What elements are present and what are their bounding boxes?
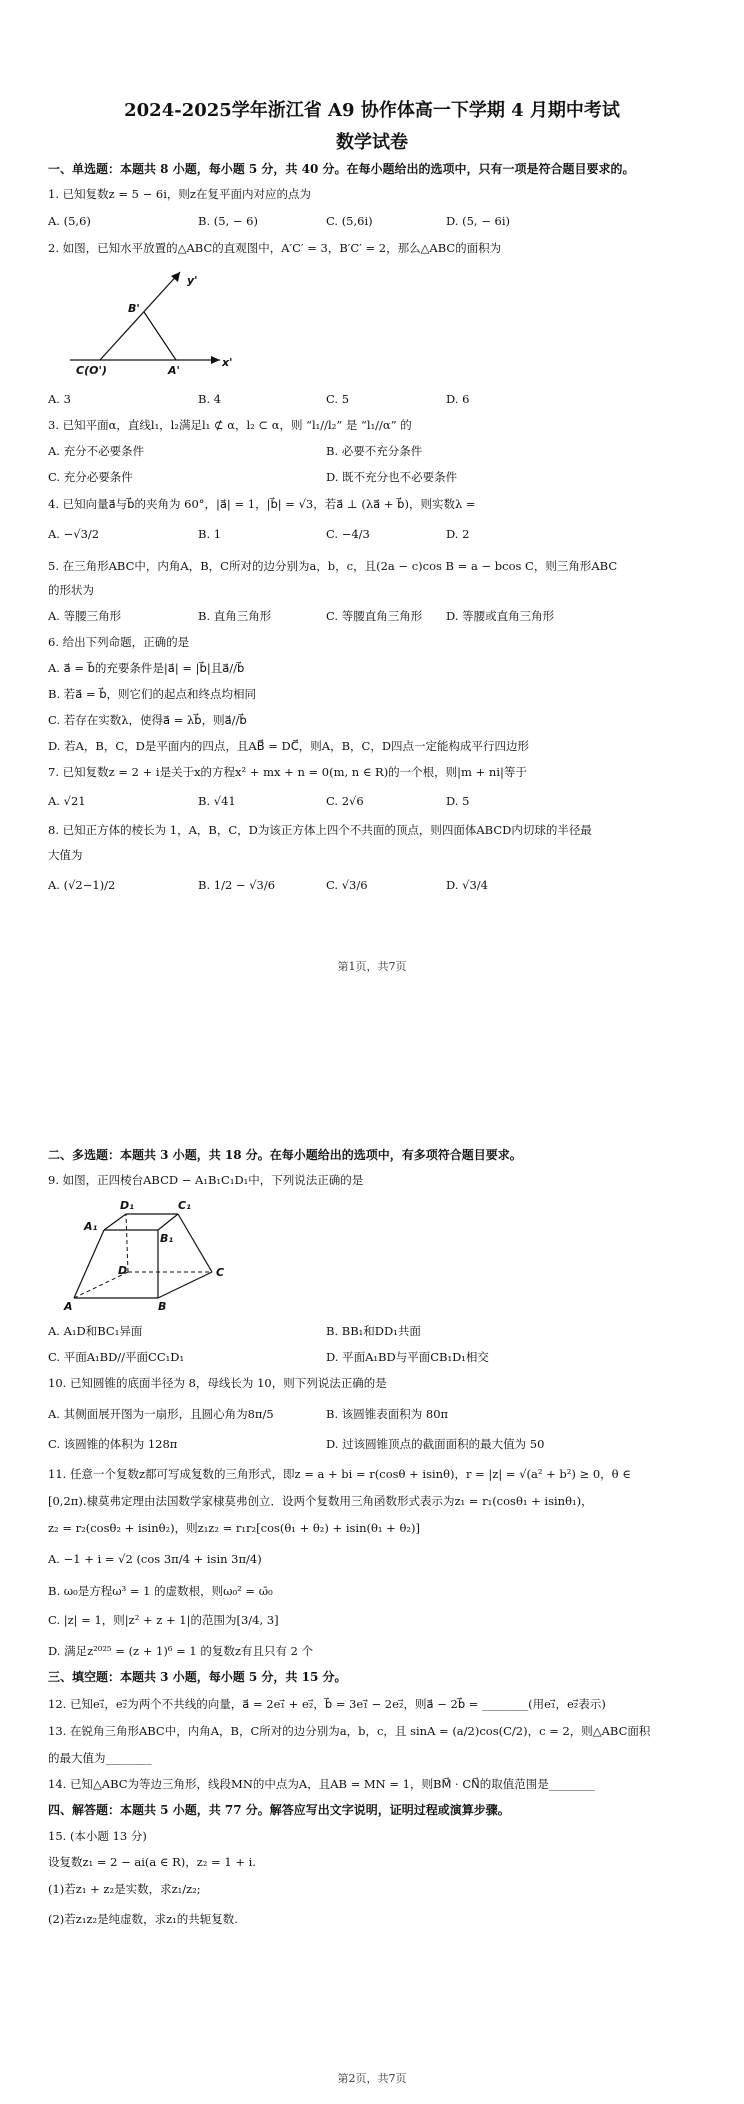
label-a1: A₁ xyxy=(84,1220,98,1233)
q2-option-c: C. 5 xyxy=(326,392,350,406)
q5-option-a: A. 等腰三角形 xyxy=(48,609,122,623)
q12-stem: 12. 已知e₁⃗，e₂⃗为两个不共线的向量，a⃗ = 2e₁⃗ + e₂⃗，b⃗ = 3e₁⃗ − 2e₂⃗，则a⃗ − 2b⃗ = ________(用e₁⃗，e₂⃗表示) xyxy=(48,1697,606,1711)
label-a-prime: A' xyxy=(168,364,180,377)
q7-option-c: C. 2√6 xyxy=(326,794,364,808)
label-a: A xyxy=(64,1300,73,1313)
q11-option-d: D. 满足z²⁰²⁵ = (z + 1)⁶ = 1 的复数z有且只有 2 个 xyxy=(48,1644,314,1658)
label-b1: B₁ xyxy=(160,1232,174,1245)
y-axis xyxy=(100,272,180,360)
q11-stem-line1: 11. 任意一个复数z都可写成复数的三角形式，即z = a + bi = r(cosθ + isinθ)，r = |z| = √(a² + b²) ≥ 0，θ ∈ xyxy=(48,1467,631,1481)
edge-c1b1 xyxy=(158,1214,178,1230)
q3-option-a: A. 充分不必要条件 xyxy=(48,444,145,458)
q15-line1: 设复数z₁ = 2 − ai(a ∈ R)，z₂ = 1 + i. xyxy=(48,1855,256,1869)
q8-option-d: D. √3/4 xyxy=(446,878,488,892)
label-d: D xyxy=(118,1264,128,1277)
q9-option-c: C. 平面A₁BD//平面CC₁D₁ xyxy=(48,1350,185,1364)
q15-line3: (2)若z₁z₂是纯虚数，求z₁的共轭复数. xyxy=(48,1912,238,1926)
q1-option-b: B. (5, − 6) xyxy=(198,214,258,228)
q10-option-a: A. 其侧面展开图为一扇形，且圆心角为8π/5 xyxy=(48,1407,274,1421)
q1-stem: 1. 已知复数z = 5 − 6i，则z在复平面内对应的点为 xyxy=(48,187,311,201)
q2-option-b: B. 4 xyxy=(198,392,222,406)
section-solutions: 四、解答题：本题共 5 小题，共 77 分。解答应写出文字说明，证明过程或演算步骤。 xyxy=(48,1803,510,1817)
q3-option-c: C. 充分必要条件 xyxy=(48,470,133,484)
q8-option-b: B. 1/2 − √3/6 xyxy=(198,878,276,892)
q5-stem: 5. 在三角形ABC中，内角A，B，C所对的边分别为a，b，c，且(2a − c)cos B = a − bcos C，则三角形ABC xyxy=(48,559,618,573)
q8-option-a: A. (√2−1)/2 xyxy=(48,878,116,892)
q2-option-a: A. 3 xyxy=(48,392,71,406)
q2-option-d: D. 6 xyxy=(446,392,470,406)
q4-option-d: D. 2 xyxy=(446,527,470,541)
q5-option-d: D. 等腰或直角三角形 xyxy=(446,609,555,623)
label-d1: D₁ xyxy=(120,1199,134,1212)
q10-stem: 10. 已知圆锥的底面半径为 8，母线长为 10，则下列说法正确的是 xyxy=(48,1376,387,1390)
q5-option-c: C. 等腰直角三角形 xyxy=(326,609,423,623)
q4-option-c: C. −4/3 xyxy=(326,527,370,541)
q11-option-c: C. |z| = 1，则|z² + z + 1|的范围为[3/4, 3] xyxy=(48,1613,279,1627)
edge-cc1 xyxy=(178,1214,212,1272)
q10-option-d: D. 过该圆锥顶点的截面面积的最大值为 50 xyxy=(326,1437,545,1451)
q6-stem: 6. 给出下列命题，正确的是 xyxy=(48,635,190,649)
q10-option-b: B. 该圆锥表面积为 80π xyxy=(326,1407,449,1421)
q7-option-b: B. √41 xyxy=(198,794,236,808)
q14-stem: 14. 已知△ABC为等边三角形，线段MN的中点为A，且AB = MN = 1，则BM⃗ · CN⃗的取值范围是________ xyxy=(48,1777,595,1791)
q5-option-b: B. 直角三角形 xyxy=(198,609,272,623)
q9-option-b: B. BB₁和DD₁共面 xyxy=(326,1324,421,1338)
q6-option-b: B. 若a⃗ = b⃗，则它们的起点和终点均相同 xyxy=(48,687,257,701)
paper-subtitle: 数学试卷 xyxy=(336,132,408,153)
q11-option-b: B. ω₀是方程ω³ = 1 的虚数根，则ω₀² = ω̄₀ xyxy=(48,1584,273,1598)
segment-ba xyxy=(144,312,176,360)
q11-stem-line3: z₂ = r₂(cosθ₂ + isinθ₂)，则z₁z₂ = r₁r₂[cos(θ₁ + θ₂) + isin(θ₁ + θ₂)] xyxy=(48,1521,420,1535)
q9-option-a: A. A₁D和BC₁异面 xyxy=(48,1324,143,1338)
label-c-origin: C(O') xyxy=(76,364,107,377)
label-c: C xyxy=(216,1266,225,1279)
section-single-choice: 一、单选题：本题共 8 小题，每小题 5 分，共 40 分。在每小题给出的选项中，只有一项是符合题目要求的。 xyxy=(48,162,635,176)
q9-option-d: D. 平面A₁BD与平面CB₁D₁相交 xyxy=(326,1350,489,1364)
q7-stem: 7. 已知复数z = 2 + i是关于x的方程x² + mx + n = 0(m, n ∈ R)的一个根，则|m + ni|等于 xyxy=(48,765,527,779)
label-x-prime: x' xyxy=(222,356,233,369)
q10-option-c: C. 该圆锥的体积为 128π xyxy=(48,1437,178,1451)
q9-stem: 9. 如图，正四棱台ABCD − A₁B₁C₁D₁中，下列说法正确的是 xyxy=(48,1173,364,1187)
page-1-footer: 第1页，共7页 xyxy=(337,960,407,973)
q15-heading: 15. (本小题 13 分) xyxy=(48,1829,147,1843)
q5-stem-cont: 的形状为 xyxy=(48,583,94,597)
label-y-prime: y' xyxy=(187,274,198,287)
q13-stem-cont: 的最大值为________ xyxy=(48,1751,152,1765)
edge-d1a1 xyxy=(104,1214,126,1230)
label-b: B xyxy=(158,1300,167,1313)
x-axis-arrow xyxy=(211,356,220,364)
q1-option-d: D. (5, − 6i) xyxy=(446,214,511,228)
paper-title: 2024-2025学年浙江省 A9 协作体高一下学期 4 月期中考试 xyxy=(124,100,620,121)
q2-figure xyxy=(60,262,233,382)
q15-line2: (1)若z₁ + z₂是实数，求z₁/z₂; xyxy=(48,1882,201,1896)
q6-option-c: C. 若存在实数λ，使得a⃗ = λb⃗，则a⃗//b⃗ xyxy=(48,713,247,727)
q11-option-a: A. −1 + i = √2 (cos 3π/4 + isin 3π/4) xyxy=(48,1552,262,1566)
section-fill-blank: 三、填空题：本题共 3 小题，每小题 5 分，共 15 分。 xyxy=(48,1670,347,1684)
q3-stem: 3. 已知平面α，直线l₁，l₂满足l₁ ⊄ α，l₂ ⊂ α，则 “l₁//l₂” 是 “l₁//α” 的 xyxy=(48,418,412,432)
q9-figure xyxy=(62,1194,242,1314)
q7-option-a: A. √21 xyxy=(48,794,86,808)
q4-option-a: A. −√3/2 xyxy=(48,527,100,541)
label-c1: C₁ xyxy=(178,1199,191,1212)
section-multi-choice: 二、多选题：本题共 3 小题，共 18 分。在每小题给出的选项中，有多项符合题目要求。 xyxy=(48,1148,522,1162)
q1-option-a: A. (5,6) xyxy=(48,214,91,228)
q8-stem-cont: 大值为 xyxy=(48,848,83,862)
page-2-footer: 第2页，共7页 xyxy=(337,2072,407,2085)
q3-option-b: B. 必要不充分条件 xyxy=(326,444,423,458)
label-b-prime: B' xyxy=(128,302,140,315)
q8-stem: 8. 已知正方体的棱长为 1，A，B，C，D为该正方体上四个不共面的顶点，则四面体ABCD内切球的半径最 xyxy=(48,823,592,837)
q11-stem-line2: [0,2π).棣莫弗定理由法国数学家棣莫弗创立．设两个复数用三角函数形式表示为z₁ = r₁(cosθ₁ + isinθ₁)， xyxy=(48,1494,593,1508)
q13-stem: 13. 在锐角三角形ABC中，内角A，B，C所对的边分别为a，b，c，且 sinA = (a/2)cos(C/2)，c = 2，则△ABC面积 xyxy=(48,1724,651,1738)
q4-option-b: B. 1 xyxy=(198,527,222,541)
q3-option-d: D. 既不充分也不必要条件 xyxy=(326,470,458,484)
edge-bc xyxy=(158,1272,212,1298)
q2-stem: 2. 如图，已知水平放置的△ABC的直观图中，A′C′ = 3，B′C′ = 2，那么△ABC的面积为 xyxy=(48,241,502,255)
q1-option-c: C. (5,6i) xyxy=(326,214,373,228)
q4-stem: 4. 已知向量a⃗与b⃗的夹角为 60°，|a⃗| = 1，|b⃗| = √3，若a⃗ ⊥ (λa⃗ + b⃗)，则实数λ = xyxy=(48,497,476,511)
q6-option-d: D. 若A，B，C，D是平面内的四点，且AB⃗ = DC⃗，则A，B，C，D四点一定能构成平行四边形 xyxy=(48,739,530,753)
q8-option-c: C. √3/6 xyxy=(326,878,368,892)
q6-option-a: A. a⃗ = b⃗的充要条件是|a⃗| = |b⃗|且a⃗//b⃗ xyxy=(48,661,245,675)
edge-aa1 xyxy=(74,1230,104,1298)
q7-option-d: D. 5 xyxy=(446,794,470,808)
